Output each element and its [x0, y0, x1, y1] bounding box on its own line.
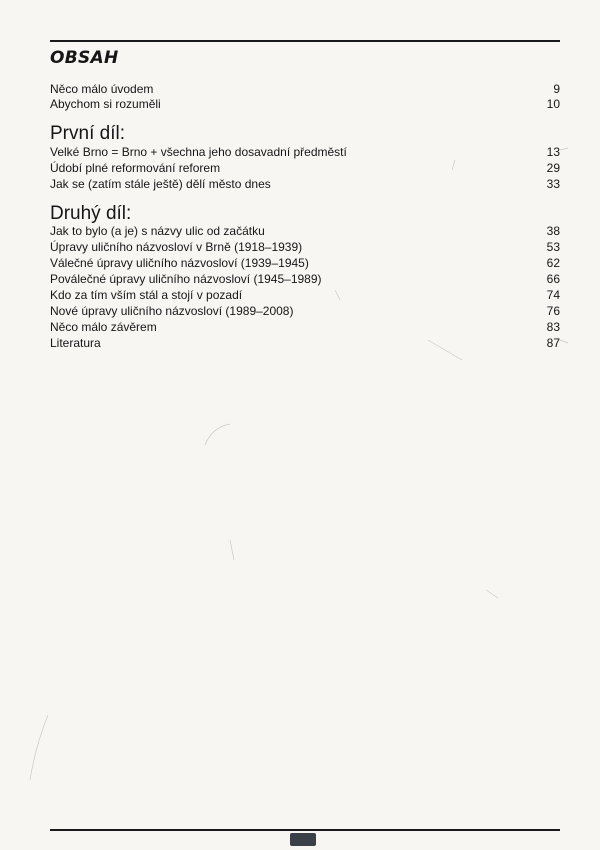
bottom-rule	[50, 829, 560, 831]
toc-entry-label: Poválečné úpravy uličního názvosloví (1945–1989)	[50, 272, 322, 286]
toc-entry-label: Jak to bylo (a je) s názvy ulic od začátku	[50, 224, 265, 238]
toc-entry-label: Válečné úpravy uličního názvosloví (1939–1945)	[50, 256, 309, 270]
section-heading-part1: První díl:	[50, 123, 125, 144]
toc-entry-page: 33	[546, 177, 560, 191]
toc-entry-label: Nové úpravy uličního názvosloví (1989–2008)	[50, 304, 294, 318]
toc-entry-label: Něco málo závěrem	[50, 320, 157, 334]
toc-entry-page: 38	[546, 224, 560, 238]
toc-entry-page: 13	[546, 145, 560, 159]
toc-entry-label: Velké Brno = Brno + všechna jeho dosavadní předměstí	[50, 145, 347, 159]
toc-entry-page: 9	[553, 82, 560, 96]
toc-entry-page: 76	[546, 304, 560, 318]
section-heading-part2: Druhý díl:	[50, 203, 132, 224]
toc-entry-label: Kdo za tím vším stál a stojí v pozadí	[50, 288, 243, 302]
toc-entry-page: 66	[546, 272, 560, 286]
toc-entry-label: Něco málo úvodem	[50, 82, 154, 96]
toc-entry-label: Úpravy uličního názvosloví v Brně (1918–1939)	[50, 240, 303, 254]
toc-entry-page: 10	[546, 97, 560, 111]
toc-entry-page: 53	[546, 240, 560, 254]
toc-entry-label: Literatura	[50, 336, 101, 350]
toc-entry-page: 83	[546, 320, 560, 334]
toc-entry-label: Údobí plné reformování reforem	[50, 161, 221, 175]
toc-entry-page: 29	[546, 161, 560, 175]
toc-entry-page: 74	[546, 288, 560, 302]
page-title: OBSAH	[50, 48, 119, 68]
toc-entry-label: Abychom si rozuměli	[50, 97, 161, 111]
page-number-badge	[290, 833, 316, 846]
toc-entry-label: Jak se (zatím stále ještě) dělí město dnes	[50, 177, 271, 191]
toc-entry-page: 87	[546, 336, 560, 350]
toc-entry-page: 62	[546, 256, 560, 270]
